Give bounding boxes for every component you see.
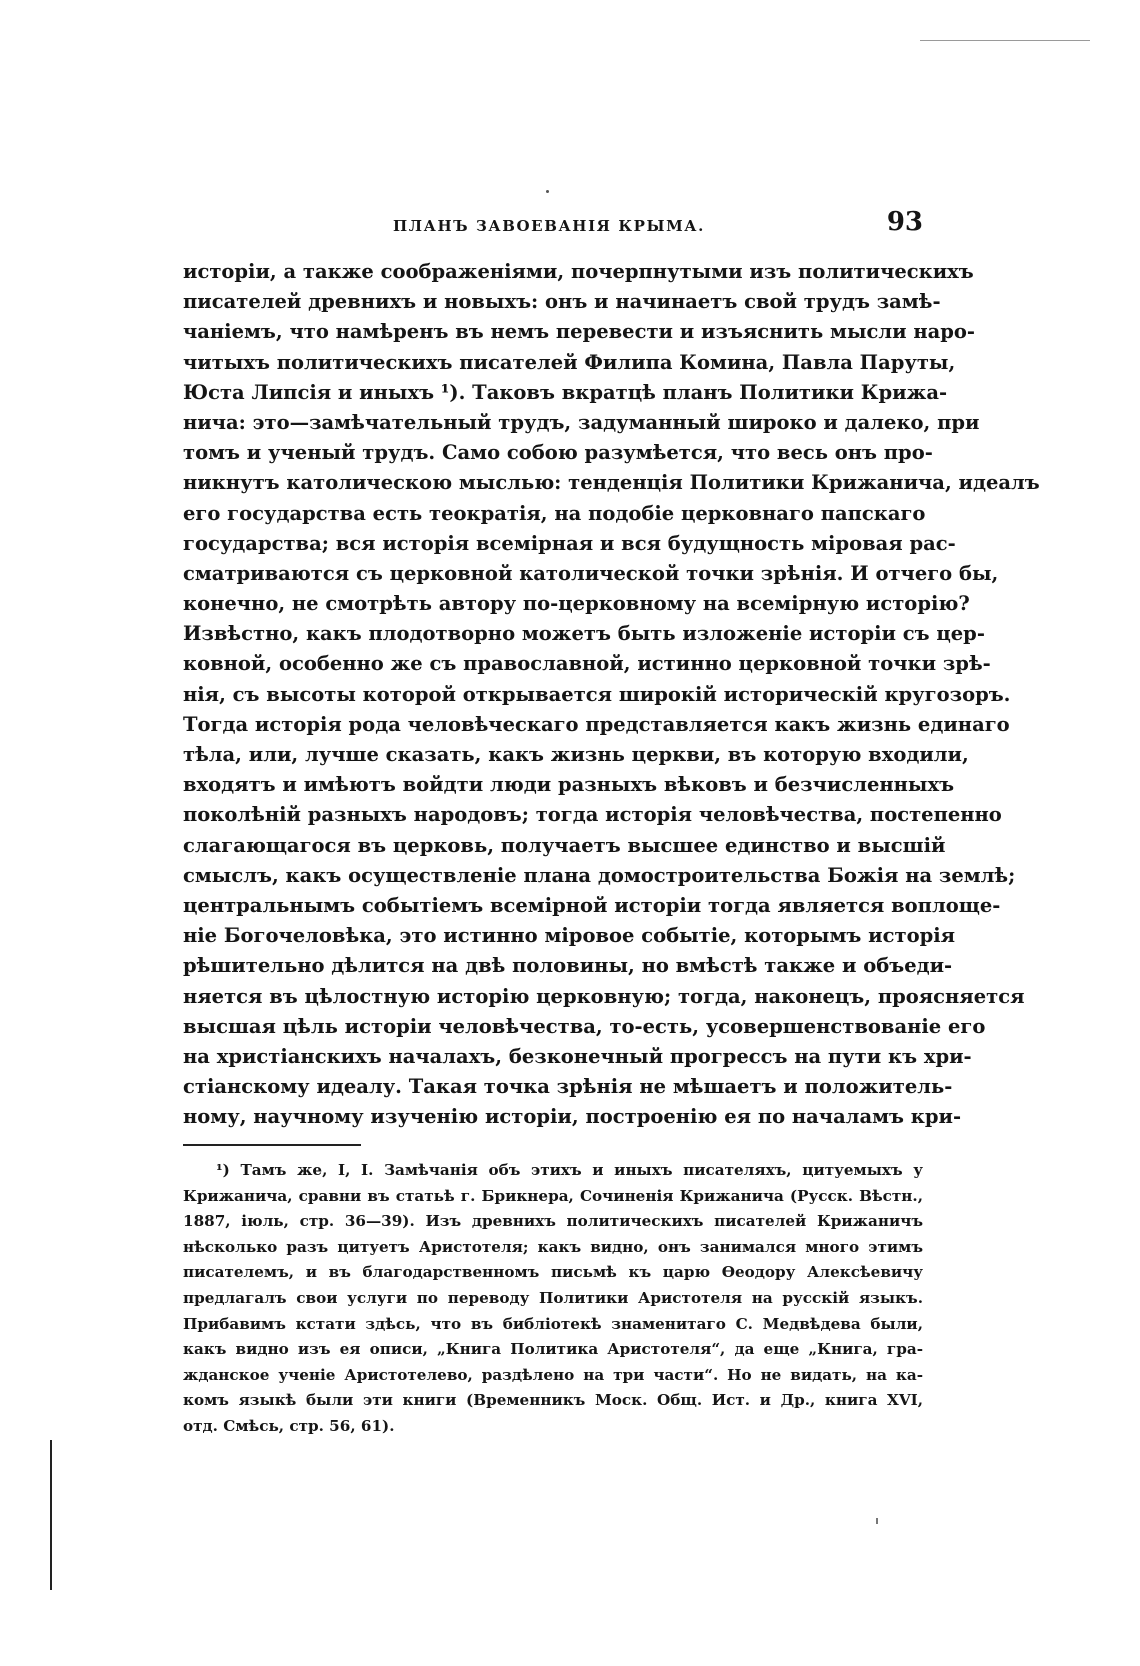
footnote-line: жданское ученіе Аристотелево, раздѣлено на три части“. Но не видать, на ка- bbox=[183, 1365, 923, 1384]
scan-edge-mark-left bbox=[50, 1440, 52, 1590]
text-line: тѣла, или, лучше сказать, какъ жизнь церкви, въ которую входили, bbox=[183, 743, 969, 766]
text-line: сматриваются съ церковной католической точки зрѣнія. И отчего бы, bbox=[183, 561, 999, 585]
footnote-line: писателемъ, и въ благодарственномъ письмѣ къ царю Ѳеодору Алексѣевичу bbox=[183, 1263, 923, 1282]
text-line: конечно, не смотрѣть автору по-церковному на всемірную исторію? bbox=[183, 592, 970, 616]
footnote-separator bbox=[183, 1144, 361, 1146]
footnote-line: Крижанича, сравни въ статьѣ г. Брикнера, Сочиненія Крижанича (Русск. Вѣстн., bbox=[183, 1186, 923, 1205]
text-line: входятъ и имѣютъ войдти люди разныхъ вѣковъ и безчисленныхъ bbox=[183, 773, 955, 797]
footnote-line: какъ видно изъ ея описи, „Книга Политика Аристотеля“, да еще „Книга, гра- bbox=[183, 1340, 923, 1359]
text-line: рѣшительно дѣлится на двѣ половины, но вмѣстѣ также и объеди- bbox=[183, 954, 953, 978]
text-line: нича: это—замѣчательный трудъ, задуманный широко и далеко, при bbox=[183, 410, 980, 434]
text-line: томъ и ученый трудъ. Само собою разумѣется, что весь онъ про- bbox=[183, 441, 933, 465]
text-line: чаніемъ, что намѣренъ въ немъ перевести и изъяснить мысли наро- bbox=[183, 320, 976, 344]
footnote-line: ¹) Тамъ же, I, I. Замѣчанія объ этихъ и иныхъ писателяхъ, цитуемыхъ у bbox=[216, 1161, 923, 1179]
text-line: высшая цѣль исторіи человѣчества, то-есть, усовершенствованіе его bbox=[183, 1014, 986, 1038]
footnotes bbox=[183, 1158, 923, 1440]
text-line: исторіи, а также соображеніями, почерпнутыми изъ политическихъ bbox=[183, 260, 974, 283]
text-line: поколѣній разныхъ народовъ; тогда исторія человѣчества, постепенно bbox=[183, 803, 1002, 827]
text-line: Юста Липсія и иныхъ ¹). Таковъ вкратцѣ планъ Политики Крижа- bbox=[183, 380, 948, 404]
text-line: ніе Богочеловѣка, это истинно міровое событіе, которымъ исторія bbox=[183, 924, 956, 948]
text-line: центральнымъ событіемъ всемірной исторіи тогда является воплоще- bbox=[183, 893, 1001, 917]
text-line: читыхъ политическихъ писателей Филипа Комина, Павла Паруты, bbox=[183, 350, 956, 374]
text-line: ковной, особенно же съ православной, истинно церковной точки зрѣ- bbox=[183, 652, 991, 676]
text-line: ному, научному изученію исторіи, построенію ея по началамъ кри- bbox=[183, 1105, 962, 1129]
text-line: Тогда исторія рода человѣческаго представляется какъ жизнь единаго bbox=[183, 712, 1010, 736]
page-header bbox=[183, 207, 923, 247]
text-line: смыслъ, какъ осуществленіе плана домостроительства Божія на землѣ; bbox=[183, 863, 1016, 887]
text-line: государства; вся исторія всемірная и вся будущность міровая рас- bbox=[183, 531, 956, 555]
text-line: няется въ цѣлостную исторію церковную; тогда, наконецъ, проясняется bbox=[183, 984, 1025, 1008]
text-line: нія, съ высоты которой открывается широкій историческій кругозоръ. bbox=[183, 682, 1011, 706]
footnote-line: 1887, іюль, стр. 36—39). Изъ древнихъ политическихъ писателей Крижаничъ bbox=[183, 1212, 923, 1231]
scan-edge-mark bbox=[920, 40, 1090, 41]
text-line: никнутъ католическою мыслью: тенденція Политики Крижанича, идеалъ bbox=[183, 471, 1040, 495]
main-text bbox=[183, 257, 1040, 1132]
footnote-line: нѣсколько разъ цитуетъ Аристотеля; какъ видно, онъ занимался много этимъ bbox=[183, 1237, 923, 1256]
text-line: стіанскому идеалу. Такая точка зрѣнія не мѣшаетъ и положитель- bbox=[183, 1075, 953, 1099]
footnote-line: Прибавимъ кстати здѣсь, что въ библіотекѣ знаменитаго С. Медвѣдева были, bbox=[183, 1314, 923, 1333]
scan-speck bbox=[546, 190, 549, 193]
running-title: ПЛАНЪ ЗАВОЕВАНІЯ КРЫМА. bbox=[393, 217, 705, 235]
text-line: писателей древнихъ и новыхъ: онъ и начинаетъ свой трудъ замѣ- bbox=[183, 290, 941, 314]
footnote-line: предлагалъ свои услуги по переводу Политики Аристотеля на русскій языкъ. bbox=[183, 1288, 923, 1307]
footnote-line: комъ языкѣ были эти книги (Временникъ Моск. Общ. Ист. и Др., книга XVI, bbox=[183, 1391, 923, 1410]
scan-speck-bottom bbox=[876, 1518, 878, 1524]
text-line: слагающагося въ церковь, получаетъ высшее единство и высшій bbox=[183, 833, 946, 857]
text-line: Извѣстно, какъ плодотворно можетъ быть изложеніе исторіи съ цер- bbox=[183, 622, 985, 646]
text-line: его государства есть теократія, на подобіе церковнаго папскаго bbox=[183, 501, 926, 525]
page-number: 93 bbox=[886, 207, 923, 237]
text-line: на христіанскихъ началахъ, безконечный прогрессъ на пути къ хри- bbox=[183, 1044, 972, 1068]
footnote-line: отд. Смѣсь, стр. 56, 61). bbox=[183, 1416, 395, 1435]
